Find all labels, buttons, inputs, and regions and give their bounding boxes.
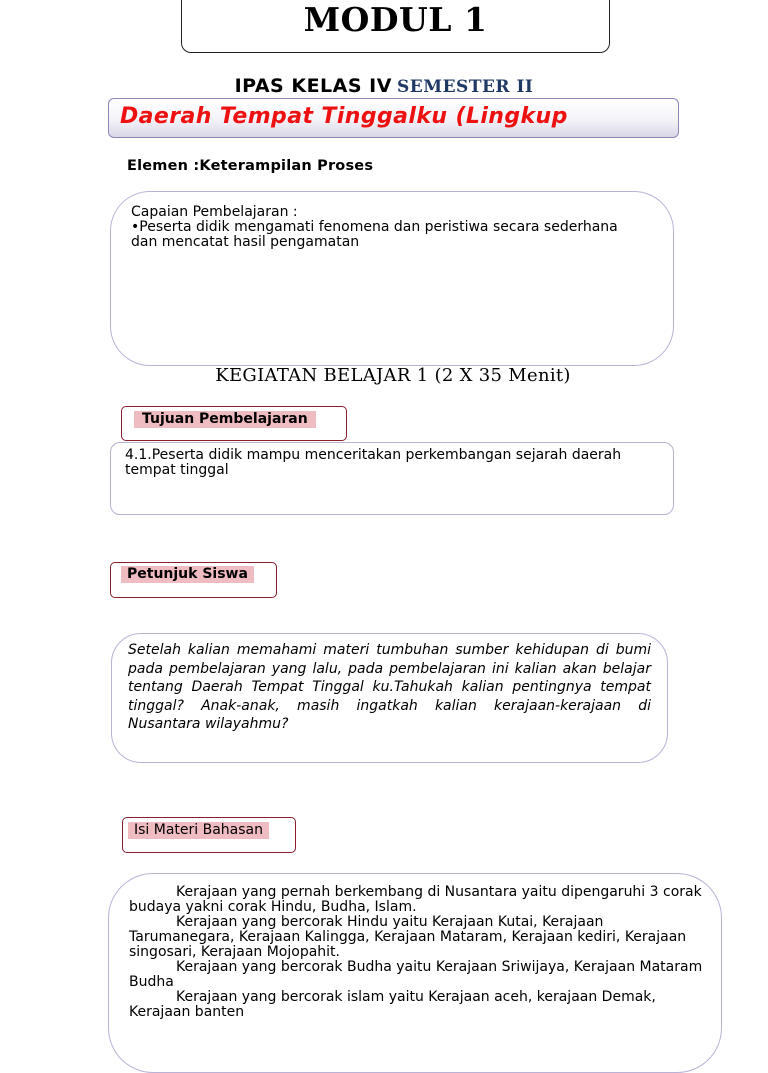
materi-paragraph: Kerajaan yang bercorak Budha yaitu Kerajaan Sriwijaya, Kerajaan Mataram Budha (129, 959, 703, 990)
tujuan-label: Tujuan Pembelajaran (134, 411, 316, 428)
module-title: MODUL 1 (303, 0, 488, 39)
petunjuk-label: Petunjuk Siswa (121, 566, 254, 583)
capaian-title: Capaian Pembelajaran : (131, 204, 298, 220)
tujuan-body (125, 448, 645, 478)
topic-banner (108, 98, 679, 138)
subject-line (0, 75, 768, 97)
elemen-label: Elemen :Keterampilan Proses (127, 158, 374, 174)
module-title-box (181, 0, 610, 53)
materi-paragraph: Kerajaan yang pernah berkembang di Nusantara yaitu dipengaruhi 3 corak budaya yakni corak Hindu, Budha, Islam. (129, 884, 702, 915)
tujuan-line-2: tempat tinggal (125, 462, 229, 478)
capaian-line-1: •Peserta didik mengamati fenomena dan peristiwa secara sederhana (131, 219, 618, 235)
materi-body (129, 885, 704, 1020)
subject-title: IPAS KELAS IV (234, 75, 392, 97)
materi-label: Isi Materi Bahasan (128, 822, 269, 839)
capaian-line-2: dan mencatat hasil pengamatan (131, 234, 360, 250)
materi-paragraph: Kerajaan yang bercorak islam yaitu Kerajaan aceh, kerajaan Demak, Kerajaan banten (129, 989, 656, 1020)
kegiatan-heading: KEGIATAN BELAJAR 1 (2 X 35 Menit) (215, 365, 571, 386)
semester-label: SEMESTER II (397, 77, 534, 97)
tujuan-line-1: 4.1.Peserta didik mampu menceritakan perkembangan sejarah daerah (125, 447, 622, 463)
topic-title: Daerah Tempat Tinggalku (Lingkup (120, 104, 568, 129)
capaian-body (131, 220, 631, 250)
petunjuk-text: Setelah kalian memahami materi tumbuhan sumber kehidupan di bumi pada pembelajaran yang lalu, pada pembelajaran ini kalian akan belajar tentang Daerah Tempat Tinggal ku.Tahukah kalian pentingnya tempat tinggal? Anak-anak, masih ingatkah kalian kerajaan-kerajaan di Nusantara wilayahmu? (128, 642, 651, 732)
materi-paragraph: Kerajaan yang bercorak Hindu yaitu Kerajaan Kutai, Kerajaan Tarumanegara, Kerajaan Kalingga, Kerajaan Mataram, Kerajaan kediri, Kerajaan singosari, Kerajaan Mojopahit. (129, 914, 687, 960)
